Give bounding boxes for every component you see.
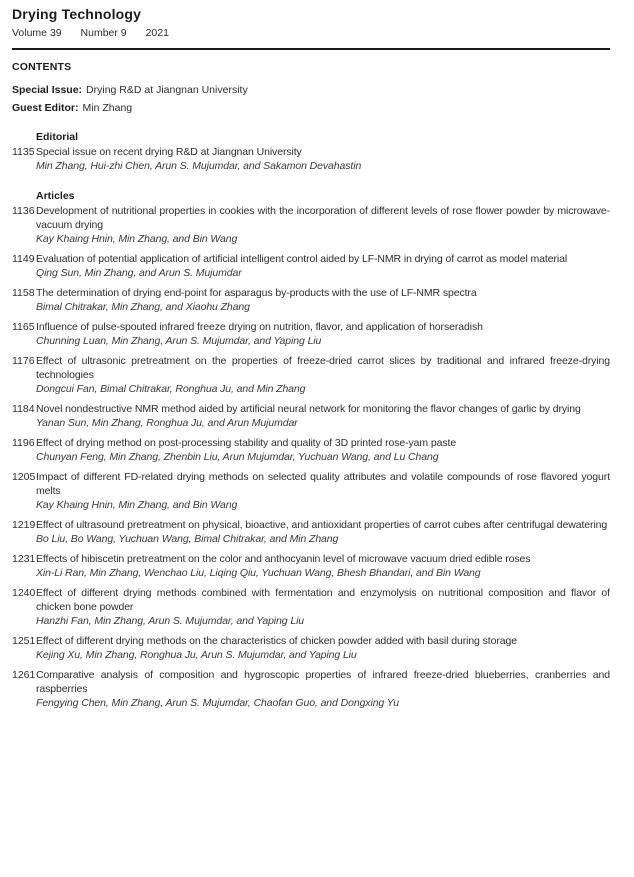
entry-title: Impact of different FD-related drying methods on selected quality attributes and volatile compounds of rose flavored yogurt melts [36, 471, 610, 497]
issue-number-label: Number 9 [80, 27, 127, 39]
toc-entry [12, 402, 610, 430]
contents-heading: CONTENTS [12, 61, 72, 73]
toc-entry [12, 518, 610, 546]
journal-title: Drying Technology [12, 6, 142, 22]
entry-authors: Yanan Sun, Min Zhang, Ronghua Ju, and Arun Mujumdar [36, 417, 298, 429]
section-articles [12, 190, 610, 710]
entry-authors: Chunyan Feng, Min Zhang, Zhenbin Liu, Arun Mujumdar, Yuchuan Wang, and Lu Chang [36, 451, 439, 463]
entry-authors: Xin-Li Ran, Min Zhang, Wenchao Liu, Liqing Qiu, Yuchuan Wang, Bhesh Bhandari, and Bin Wang [36, 567, 481, 579]
toc-entry [12, 145, 610, 173]
entry-title: Comparative analysis of composition and hygroscopic properties of infrared freeze-dried blueberries, cranberries and raspberries [36, 669, 610, 695]
entry-title: Effect of ultrasound pretreatment on physical, bioactive, and antioxidant properties of carrot cubes after centrifugal dewatering [36, 519, 608, 531]
toc-entry [12, 668, 610, 710]
entry-authors: Chunning Luan, Min Zhang, Arun S. Mujumdar, and Yaping Liu [36, 335, 322, 347]
toc-entry [12, 634, 610, 662]
section-heading: Editorial [36, 131, 79, 143]
entry-page-number: 1165 [12, 321, 35, 333]
volume-line [12, 27, 610, 39]
entry-title: Effect of drying method on post-processing stability and quality of 3D printed rose-yam paste [36, 437, 457, 449]
entry-page-number: 1149 [12, 253, 35, 265]
toc-entry [12, 252, 610, 280]
entry-title: The determination of drying end-point for asparagus by-products with the use of LF-NMR spectra [36, 287, 477, 299]
toc-entry [12, 320, 610, 348]
entry-authors: Fengying Chen, Min Zhang, Arun S. Mujumdar, Chaofan Guo, and Dongxing Yu [36, 697, 400, 709]
entry-page-number: 1205 [12, 471, 36, 483]
entry-page-number: 1136 [12, 205, 35, 217]
toc-entry [12, 354, 610, 396]
entry-authors: Hanzhi Fan, Min Zhang, Arun S. Mujumdar, and Yaping Liu [36, 615, 305, 627]
entry-title: Evaluation of potential application of artificial intelligent control aided by LF-NMR in drying of carrot as model material [36, 253, 568, 265]
entry-authors: Min Zhang, Hui-zhi Chen, Arun S. Mujumdar, and Sakamon Devahastin [36, 160, 362, 172]
entry-title: Special issue on recent drying R&D at Jiangnan University [36, 146, 302, 158]
entry-authors: Qing Sun, Min Zhang, and Arun S. Mujumdar [36, 267, 242, 279]
toc-entry [12, 586, 610, 628]
entry-page-number: 1251 [12, 635, 36, 647]
entry-authors: Kay Khaing Hnin, Min Zhang, and Bin Wang [36, 499, 238, 511]
special-issue-line [12, 84, 610, 96]
entry-page-number: 1261 [12, 669, 36, 681]
section-heading: Articles [36, 190, 75, 202]
entry-page-number: 1219 [12, 519, 36, 531]
entry-title: Novel nondestructive NMR method aided by artificial neural network for monitoring the flavor changes of garlic by drying [36, 403, 581, 415]
entry-page-number: 1196 [12, 437, 35, 449]
entry-page-number: 1240 [12, 587, 36, 599]
year-label: 2021 [145, 27, 169, 39]
toc-entry [12, 286, 610, 314]
toc-entry [12, 436, 610, 464]
toc-entry [12, 470, 610, 512]
entry-page-number: 1135 [12, 146, 35, 158]
guest-editor-value: Min Zhang [82, 102, 133, 114]
entry-authors: Kay Khaing Hnin, Min Zhang, and Bin Wang [36, 233, 238, 245]
header-rule [12, 48, 610, 50]
entry-authors: Bo Liu, Bo Wang, Yuchuan Wang, Bimal Chitrakar, and Min Zhang [36, 533, 339, 545]
entry-authors: Kejing Xu, Min Zhang, Ronghua Ju, Arun S. Mujumdar, and Yaping Liu [36, 649, 357, 661]
entry-title: Effect of different drying methods on the characteristics of chicken powder added with basil during storage [36, 635, 517, 647]
entry-page-number: 1176 [12, 355, 35, 367]
entry-title: Effect of ultrasonic pretreatment on the properties of freeze-dried carrot slices by traditional and infrared freeze-drying technologies [36, 355, 610, 381]
entry-title: Effect of different drying methods combined with fermentation and enzymolysis on nutritional composition and flavor of chicken bone powder [36, 587, 610, 613]
guest-editor-line [12, 102, 610, 114]
special-issue-label: Special Issue: [12, 84, 83, 96]
toc-entry [12, 552, 610, 580]
toc-entry [12, 204, 610, 246]
section-editorial [12, 131, 610, 173]
guest-editor-label: Guest Editor: [12, 102, 79, 114]
entry-title: Development of nutritional properties in cookies with the incorporation of different levels of rose flower powder by microwave-vacuum drying [36, 205, 610, 231]
entry-page-number: 1231 [12, 553, 36, 565]
entry-authors: Dongcui Fan, Bimal Chitrakar, Ronghua Ju, and Min Zhang [36, 383, 306, 395]
volume-label: Volume 39 [12, 27, 62, 39]
entry-title: Influence of pulse-spouted infrared freeze drying on nutrition, flavor, and application of horseradish [36, 321, 483, 333]
entry-page-number: 1158 [12, 287, 35, 299]
special-issue-value: Drying R&D at Jiangnan University [86, 84, 248, 96]
entry-authors: Bimal Chitrakar, Min Zhang, and Xiaohu Zhang [36, 301, 250, 313]
entry-title: Effects of hibiscetin pretreatment on the color and anthocyanin level of microwave vacuum dried edible roses [36, 553, 531, 565]
entry-page-number: 1184 [12, 403, 35, 415]
